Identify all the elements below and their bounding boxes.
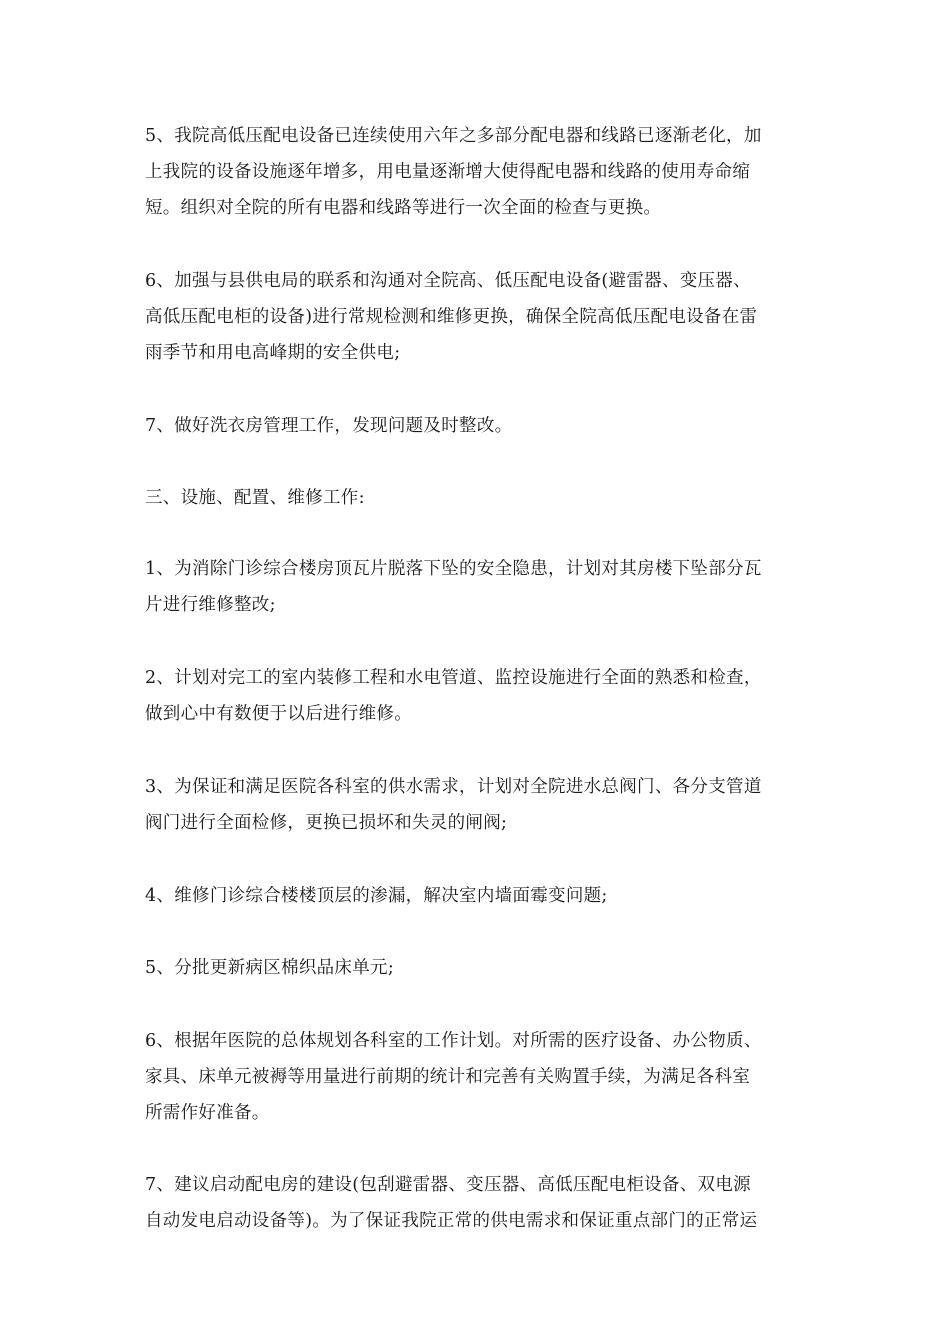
text-line: 4、维修门诊综合楼楼顶层的渗漏，解决室内墙面霉变问题; xyxy=(145,886,608,906)
text-line: 自动发电启动设备等)。为了保证我院正常的供电需求和保证重点部门的正常运 xyxy=(145,1211,758,1231)
text-line: 3、为保证和满足医院各科室的供水需求，计划对全院进水总阀门、各分支管道 xyxy=(145,777,762,797)
text-line: 高低压配电柜的设备)进行常规检测和维修更换，确保全院高低压配电设备在雷 xyxy=(145,307,758,327)
paragraph-power-bureau-liaison xyxy=(145,263,810,371)
text-line: 7、做好洗衣房管理工作，发现问题及时整改。 xyxy=(145,416,513,436)
text-line: 6、根据年医院的总体规划各科室的工作计划。对所需的医疗设备、办公物质、 xyxy=(145,1031,762,1051)
text-line: 2、计划对完工的室内装修工程和水电管道、监控设施进行全面的熟悉和检查， xyxy=(145,668,762,688)
text-line: 雨季节和用电高峰期的安全供电; xyxy=(145,343,401,363)
text-line: 上我院的设备设施逐年增多，用电量逐渐增大使得配电器和线路的使用寿命缩 xyxy=(145,162,751,182)
text-line: 做到心中有数便于以后进行维修。 xyxy=(145,704,412,724)
text-line: 片进行维修整改; xyxy=(145,595,276,615)
text-line: 所需作好准备。 xyxy=(145,1103,270,1123)
paragraph-bedding-update xyxy=(145,950,810,986)
paragraph-distribution-room xyxy=(145,1167,810,1239)
text-line: 阀门进行全面检修，更换已损坏和失灵的闸阀; xyxy=(145,813,508,833)
paragraph-power-equipment-aging xyxy=(145,118,810,226)
text-line: 5、分批更新病区棉织品床单元; xyxy=(145,958,395,978)
text-line: 1、为消除门诊综合楼房顶瓦片脱落下坠的安全隐患，计划对其房楼下坠部分瓦 xyxy=(145,559,762,579)
text-line: 7、建议启动配电房的建设(包刮避雷器、变压器、高低压配电柜设备、双电源 xyxy=(145,1175,751,1195)
section-heading-facilities xyxy=(145,480,810,516)
paragraph-laundry-management xyxy=(145,408,810,444)
text-line: 6、加强与县供电局的联系和沟通对全院高、低压配电设备(避雷器、变压器、 xyxy=(145,271,751,291)
paragraph-procurement-planning xyxy=(145,1023,810,1131)
paragraph-renovation-inspection xyxy=(145,660,810,732)
text-line: 三、设施、配置、维修工作: xyxy=(145,488,365,508)
paragraph-roof-leak xyxy=(145,878,810,914)
text-line: 家具、床单元被褥等用量进行前期的统计和完善有关购置手续，为满足各科室 xyxy=(145,1067,751,1087)
text-line: 5、我院高低压配电设备已连续使用六年之多部分配电器和线路已逐渐老化，加 xyxy=(145,126,762,146)
paragraph-roof-tiles xyxy=(145,551,810,623)
text-line: 短。组织对全院的所有电器和线路等进行一次全面的检查与更换。 xyxy=(145,198,662,218)
paragraph-water-supply xyxy=(145,769,810,841)
